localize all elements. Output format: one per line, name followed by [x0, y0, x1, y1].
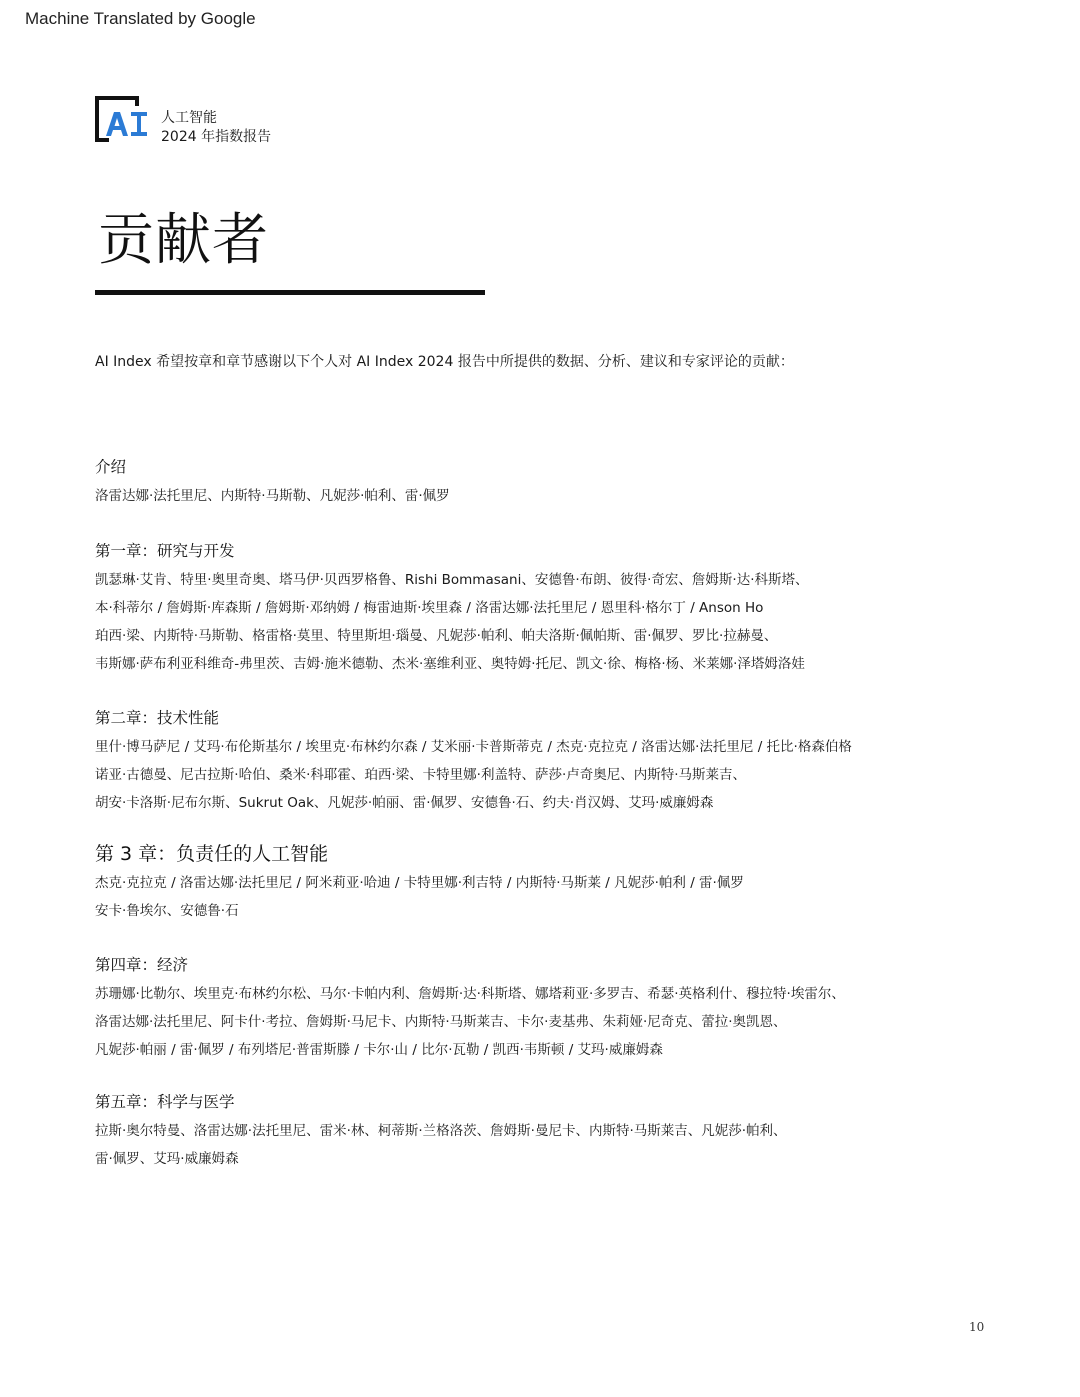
contributor-line: 苏珊娜·比勒尔、埃里克·布林约尔松、马尔·卡帕内利、詹姆斯·达·科斯塔、娜塔莉亚·多罗吉、希瑟·英格利什、穆拉特·埃雷尔、 [95, 986, 845, 1002]
contributor-line: 凯瑟琳·艾肯、特里·奥里奇奥、塔马伊·贝西罗格鲁、Rishi Bommasani、安德鲁·布朗、彼得·奇宏、詹姆斯·达·科斯塔、 [95, 572, 809, 588]
ai-index-logo [95, 96, 151, 142]
section-title: 第四章：经济 [95, 956, 189, 974]
contributor-line: 洛雷达娜·法托里尼、阿卡什·考拉、詹姆斯·马尼卡、内斯特·马斯莱吉、卡尔·麦基弗、朱莉娅·尼奇克、蕾拉·奥凯恩、 [95, 1014, 787, 1030]
contributor-line: 珀西·梁、内斯特·马斯勒、格雷格·莫里、特里斯坦·瑙曼、凡妮莎·帕利、帕夫洛斯·佩帕斯、雷·佩罗、罗比·拉赫曼、 [95, 628, 778, 644]
contributor-line: 杰克·克拉克 / 洛雷达娜·法托里尼 / 阿米莉亚·哈迪 / 卡特里娜·利吉特 / 内斯特·马斯莱 / 凡妮莎·帕利 / 雷·佩罗 [95, 875, 744, 891]
section-chapter-3 [95, 841, 744, 925]
section-introduction [95, 456, 450, 510]
section-chapter-4 [95, 954, 845, 1064]
section-chapter-2 [95, 707, 852, 817]
section-title: 第二章：技术性能 [95, 709, 220, 727]
contributor-line: 拉斯·奥尔特曼、洛雷达娜·法托里尼、雷米·林、柯蒂斯·兰格洛茨、詹姆斯·曼尼卡、内斯特·马斯莱吉、凡妮莎·帕利、 [95, 1123, 787, 1139]
contributor-line: 凡妮莎·帕丽 / 雷·佩罗 / 布列塔尼·普雷斯滕 / 卡尔·山 / 比尔·瓦勒 / 凯西·韦斯顿 / 艾玛·威廉姆森 [95, 1042, 663, 1058]
contributor-line: 胡安·卡洛斯·尼布尔斯、Sukrut Oak、凡妮莎·帕丽、雷·佩罗、安德鲁·石、约夫·肖汉姆、艾玛·威廉姆森 [95, 795, 714, 811]
contributor-line: 洛雷达娜·法托里尼、内斯特·马斯勒、凡妮莎·帕利、雷·佩罗 [95, 488, 450, 504]
page-number: 10 [969, 1320, 985, 1334]
report-header [161, 109, 271, 147]
page-title: 贡献者 [98, 208, 269, 273]
intro-paragraph: AI Index 希望按章和章节感谢以下个人对 AI Index 2024 报告中所提供的数据、分析、建议和专家评论的贡献： [95, 354, 794, 370]
report-header-line2: 2024 年指数报告 [161, 129, 272, 145]
contributor-line: 韦斯娜·萨布利亚科维奇-弗里茨、吉姆·施米德勒、杰米·塞维利亚、奥特姆·托尼、凯文·徐、梅格·杨、米莱娜·泽塔姆洛娃 [95, 656, 805, 672]
section-title: 第五章：科学与医学 [95, 1093, 235, 1111]
title-underline [95, 290, 485, 295]
section-title: 第 3 章：负责任的人工智能 [95, 843, 329, 865]
section-title: 介绍 [95, 458, 127, 476]
machine-translation-banner: Machine Translated by Google [25, 9, 256, 28]
section-title: 第一章：研究与开发 [95, 542, 235, 560]
contributor-line: 本·科蒂尔 / 詹姆斯·库森斯 / 詹姆斯·邓纳姆 / 梅雷迪斯·埃里森 / 洛雷达娜·法托里尼 / 恩里科·格尔丁 / Anson Ho [95, 600, 764, 616]
section-chapter-1 [95, 540, 809, 678]
contributor-line: 雷·佩罗、艾玛·威廉姆森 [95, 1151, 239, 1167]
contributor-line: 诺亚·古德曼、尼古拉斯·哈伯、桑米·科耶霍、珀西·梁、卡特里娜·利盖特、萨莎·卢奇奥尼、内斯特·马斯莱吉、 [95, 767, 747, 783]
contributor-line: 安卡·鲁埃尔、安德鲁·石 [95, 903, 239, 919]
report-header-line1: 人工智能 [161, 110, 217, 126]
section-chapter-5 [95, 1091, 787, 1173]
contributor-line: 里什·博马萨尼 / 艾玛·布伦斯基尔 / 埃里克·布林约尔森 / 艾米丽·卡普斯蒂克 / 杰克·克拉克 / 洛雷达娜·法托里尼 / 托比·格森伯格 [95, 739, 852, 755]
